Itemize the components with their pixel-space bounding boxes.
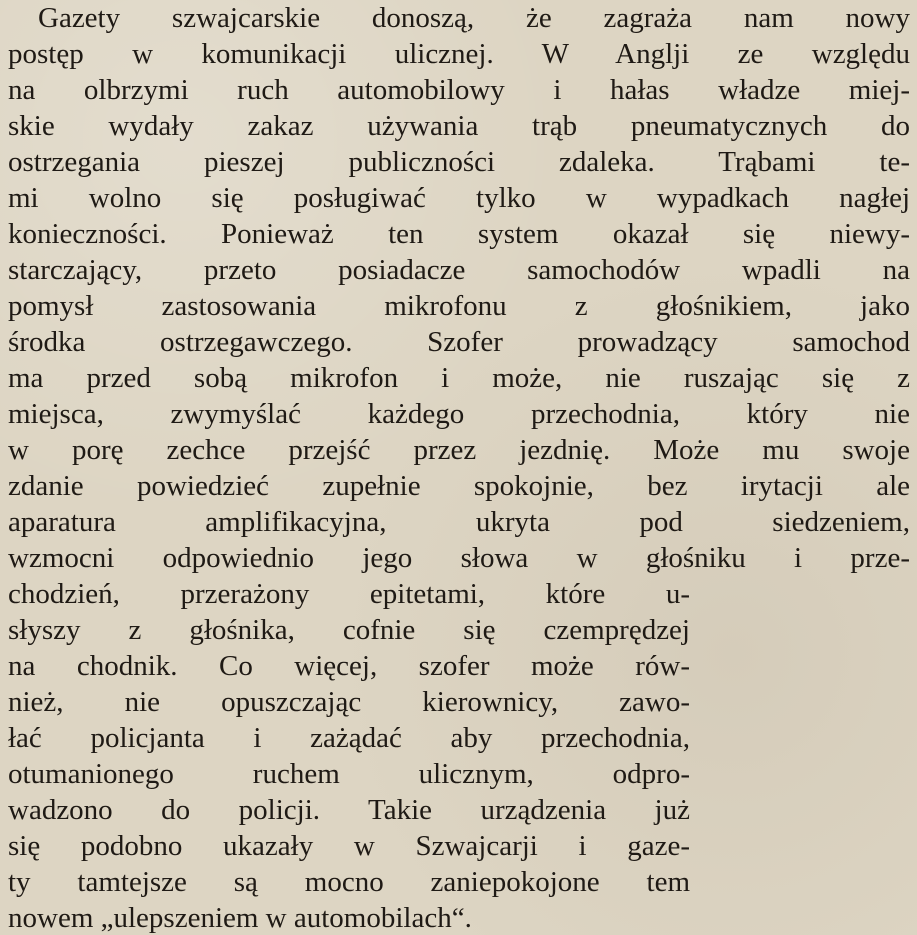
- article-line: otumanionego ruchem ulicznym, odpro-: [8, 758, 690, 790]
- article-line: ty tamtejsze są mocno zaniepokojone tem: [8, 866, 690, 898]
- article-line: nowem „ulepszeniem w automobilach“.: [8, 902, 472, 934]
- article-line: słyszy z głośnika, cofnie się czemprędzej: [8, 614, 690, 646]
- article-line: wzmocni odpowiednio jego słowa w głośniku i prze-: [8, 542, 910, 574]
- article-line: chodzień, przerażony epitetami, które u-: [8, 578, 690, 610]
- article-line: środka ostrzegawczego. Szofer prowadzący samochod: [8, 326, 910, 358]
- article-line: konieczności. Ponieważ ten system okazał się niewy-: [8, 218, 910, 250]
- article-line: starczający, przeto posiadacze samochodów wpadli na: [8, 254, 910, 286]
- article-line: pomysł zastosowania mikrofonu z głośnikiem, jako: [8, 290, 910, 322]
- article-line: Gazety szwajcarskie donoszą, że zagraża nam nowy: [38, 2, 910, 34]
- article-line: ma przed sobą mikrofon i może, nie ruszając się z: [8, 362, 910, 394]
- article-line: na olbrzymi ruch automobilowy i hałas władze miej-: [8, 74, 910, 106]
- article-line: miejsca, zwymyślać każdego przechodnia, który nie: [8, 398, 910, 430]
- article-line: wadzono do policji. Takie urządzenia już: [8, 794, 690, 826]
- article-line: ostrzegania pieszej publiczności zdaleka. Trąbami te-: [8, 146, 910, 178]
- article-line: na chodnik. Co więcej, szofer może rów-: [8, 650, 690, 682]
- article-line: skie wydały zakaz używania trąb pneumatycznych do: [8, 110, 910, 142]
- article-line: w porę zechce przejść przez jezdnię. Może mu swoje: [8, 434, 910, 466]
- article-line: zdanie powiedzieć zupełnie spokojnie, bez irytacji ale: [8, 470, 910, 502]
- article-line: nież, nie opuszczając kierownicy, zawo-: [8, 686, 690, 718]
- article-line: postęp w komunikacji ulicznej. W Anglji ze względu: [8, 38, 910, 70]
- article-line: mi wolno się posługiwać tylko w wypadkach nagłej: [8, 182, 910, 214]
- article-line: łać policjanta i zażądać aby przechodnia,: [8, 722, 690, 754]
- article-line: się podobno ukazały w Szwajcarji i gaze-: [8, 830, 690, 862]
- article-line: aparatura amplifikacyjna, ukryta pod siedzeniem,: [8, 506, 910, 538]
